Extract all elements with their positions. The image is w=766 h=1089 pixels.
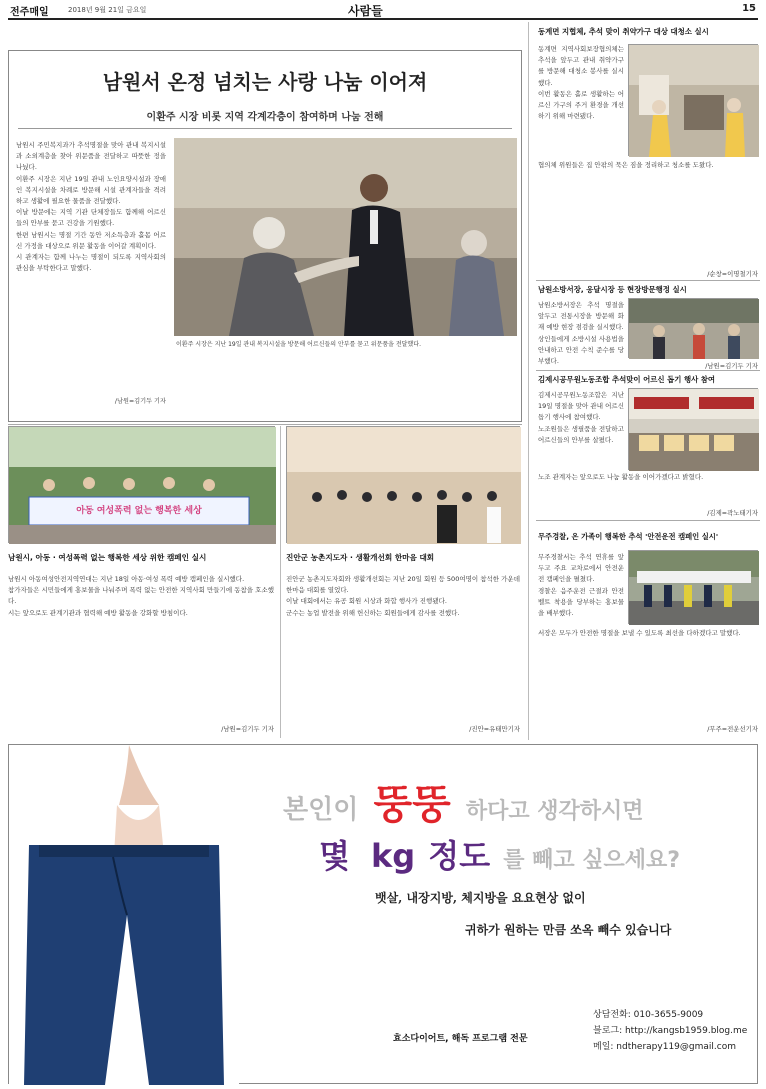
r2-body <box>538 300 624 366</box>
paper-name: 전주매일 <box>10 7 49 18</box>
ad-email: 메일: ndtherapy119@gmail.com <box>593 1042 736 1052</box>
ad-headline-2 <box>319 831 680 877</box>
ad-headline-2a: 몇 <box>319 837 350 875</box>
advertisement <box>8 744 758 1084</box>
ad-headline-1b: 뚱뚱 <box>373 782 451 828</box>
lead-photo <box>174 138 517 336</box>
ad-headline-1a: 본인이 <box>283 795 359 825</box>
r1-paragraph: 협의체 위원들은 집 안팎의 묵은 짐을 정리하고 청소를 도왔다. <box>538 161 714 169</box>
r2-rule <box>536 370 760 371</box>
r3-paragraph: 김제시공무원노동조합은 지난 19일 명절을 맞아 관내 어르신 돕기 행사에 참여했다. <box>538 391 624 422</box>
ad-blog: 블로그: http://kangsb1959.blog.me <box>593 1026 748 1036</box>
r3-byline: /김제=곽노태기자 <box>707 509 758 517</box>
r1-body <box>538 44 624 158</box>
r4-paragraph: 무주경찰서는 추석 연휴를 앞두고 주요 교차로에서 안전운전 캠페인을 펼쳤다. <box>538 553 624 584</box>
ad-headline-2b: kg <box>371 837 416 875</box>
lead-byline: /남원=김기두 기자 <box>114 398 166 405</box>
ad-contact <box>593 1007 747 1055</box>
b1-title: 남원시, 아동 · 여성폭력 없는 행복한 세상 위한 캠페인 실시 <box>8 553 207 562</box>
lead-title: 남원서 온정 넘치는 사랑 나눔 이어져 <box>102 70 428 94</box>
r2-photo-image <box>629 299 759 359</box>
header-rule <box>8 18 758 20</box>
r4-photo <box>628 550 758 624</box>
r4-title: 무주경찰, 온 가족이 행복한 추석 '안전운전 캠페인 실시' <box>538 532 719 541</box>
b1-paragraph: 남원시 아동여성안전지역연대는 지난 18일 아동·여성 폭력 예방 캠페인을 실시했다. <box>8 575 245 583</box>
column-divider <box>528 22 529 740</box>
ad-model-image <box>9 745 239 1085</box>
r4-paragraph: 경찰은 음주운전 근절과 안전벨트 착용을 당부하는 홍보물을 배부했다. <box>538 586 624 618</box>
r3-body-cont <box>538 472 760 508</box>
b2-paragraph: 진안군 농촌지도자회와 생활개선회는 지난 20일 회원 등 500여명이 참석한 가운데 한마음 대회를 열었다. <box>286 575 520 595</box>
b1-paragraph: 시는 앞으로도 관계기관과 협력해 예방 활동을 강화할 방침이다. <box>8 608 188 617</box>
r2-paragraph: 상인들에게 소방시설 사용법을 안내하고 안전 수칙 준수를 당부했다. <box>538 334 624 366</box>
b1-banner-text: 아동 여성폭력 없는 행복한 세상 <box>76 506 202 516</box>
lead-photo-image <box>174 138 517 336</box>
lead-caption: 이환주 시장은 지난 19일 관내 복지시설을 방문해 어르신들의 안부를 묻고 위문품을 전달했다. <box>176 341 421 348</box>
ad-headline-2c: 정도 <box>428 837 491 875</box>
r3-body <box>538 390 624 470</box>
r1-photo <box>628 44 758 156</box>
r2-photo <box>628 298 758 358</box>
r3-paragraph: 노조원들은 생필품을 전달하고 어르신들의 안부를 살폈다. <box>538 424 624 444</box>
lead-paragraph: 이환주 시장은 지난 19일 관내 노인요양시설과 장애인 복지시설을 차례로 방문해 시설 관계자들을 격려하고 생활에 필요한 물품을 전달했다. <box>16 174 166 206</box>
lead-paragraph: 남원시 주민복지과가 추석명절을 맞아 관내 복지시설과 소외계층을 찾아 위문품을 전달하고 따뜻한 정을 나눴다. <box>16 141 166 172</box>
lead-paragraph: 시 관계자는 함께 나누는 명절이 되도록 지역사회의 관심을 부탁한다고 말했다. <box>16 253 166 273</box>
r4-byline: /무주=전운선기자 <box>707 725 758 733</box>
r2-byline: /남원=김기두 기자 <box>705 362 758 370</box>
ad-headline-1 <box>283 773 644 830</box>
b2-photo-image <box>287 427 521 544</box>
lead-subtitle-rule <box>18 128 512 129</box>
r3-rule <box>536 520 760 521</box>
r2-paragraph: 남원소방서장은 추석 명절을 앞두고 전통시장을 방문해 화재 예방 현장 점검을 실시했다. <box>538 301 624 332</box>
r1-paragraph: 이번 활동은 홀로 생활하는 어르신 가구의 주거 환경을 개선하기 위해 마련됐다. <box>538 89 624 121</box>
bottom-divider <box>280 426 281 738</box>
r1-paragraph: 동계면 지역사회보장협의체는 추석을 앞두고 관내 취약가구를 방문해 대청소 봉사를 실시했다. <box>538 45 624 87</box>
r1-body-cont <box>538 160 760 268</box>
lead-subtitle: 이환주 시장 비롯 지역 각계각층이 참여하며 나눔 전해 <box>146 112 384 123</box>
r1-title: 동계면 지협체, 추석 맞이 취약가구 대상 대청소 실시 <box>538 27 709 36</box>
lead-paragraph: 한편 남원시는 명절 기간 동안 저소득층과 홀몸 어르신 가정을 대상으로 위문 활동을 이어갈 계획이다. <box>16 230 166 250</box>
r3-title: 김제시공무원노동조합 추석맞이 어르신 돕기 행사 참여 <box>538 375 716 384</box>
b2-photo <box>286 426 520 543</box>
issue-date: 2018년 9월 21일 금요일 <box>68 6 147 14</box>
ad-body-2: 귀하가 원하는 만큼 쏘옥 빼수 있습니다 <box>465 923 672 937</box>
ad-program: 효소다이어트, 해독 프로그램 전문 <box>393 1034 528 1044</box>
lead-body <box>16 140 166 396</box>
ad-headline-1c: 하다고 생각하시면 <box>465 799 644 824</box>
ad-phone: 상담전화: 010-3655-9009 <box>593 1010 704 1020</box>
lead-bottom-rule <box>8 424 522 425</box>
r4-photo-image <box>629 551 759 625</box>
section-name: 사람들 <box>348 4 383 18</box>
r3-photo <box>628 388 758 470</box>
page-number: 15 <box>742 3 756 14</box>
b1-paragraph: 참가자들은 시민들에게 홍보물을 나눠주며 폭력 없는 안전한 지역사회 만들기에 동참을 호소했다. <box>8 586 274 606</box>
ad-headline-2d: 를 빼고 싶으세요? <box>503 848 681 873</box>
r3-photo-image <box>629 389 759 471</box>
b1-photo-image <box>9 427 276 544</box>
b2-byline: /진안=유태만기자 <box>469 725 520 733</box>
lead-paragraph: 이날 방문에는 지역 기관 단체장들도 함께해 어르신들의 안부를 묻고 건강을 기원했다. <box>16 208 166 228</box>
page-header <box>10 3 756 17</box>
r4-body-cont <box>538 628 760 718</box>
b2-paragraph: 군수는 농업 발전을 위해 헌신하는 회원들에게 감사를 전했다. <box>286 608 460 617</box>
b2-paragraph: 이날 대회에서는 유공 회원 시상과 화합 행사가 진행됐다. <box>286 597 447 606</box>
b1-body <box>8 574 274 718</box>
r4-body <box>538 552 624 624</box>
r3-paragraph: 노조 관계자는 앞으로도 나눔 활동을 이어가겠다고 밝혔다. <box>538 473 704 481</box>
ad-body-1: 뱃살, 내장지방, 체지방을 요요현상 없이 <box>375 891 586 905</box>
r4-paragraph: 서장은 모두가 안전한 명절을 보낼 수 있도록 최선을 다하겠다고 말했다. <box>538 629 741 637</box>
r1-rule <box>536 280 760 281</box>
b2-body <box>286 574 520 718</box>
r1-byline: /순창=이명철기자 <box>707 270 758 278</box>
b1-byline: /남원=김기두 기자 <box>221 725 274 733</box>
r2-title: 남원소방서장, 옹달시장 등 현장방문행정 실시 <box>538 285 687 294</box>
b2-title: 진안군 농촌지도자 · 생활개선회 한마음 대회 <box>286 553 435 562</box>
b1-photo <box>8 426 275 543</box>
r1-photo-image <box>629 45 759 157</box>
